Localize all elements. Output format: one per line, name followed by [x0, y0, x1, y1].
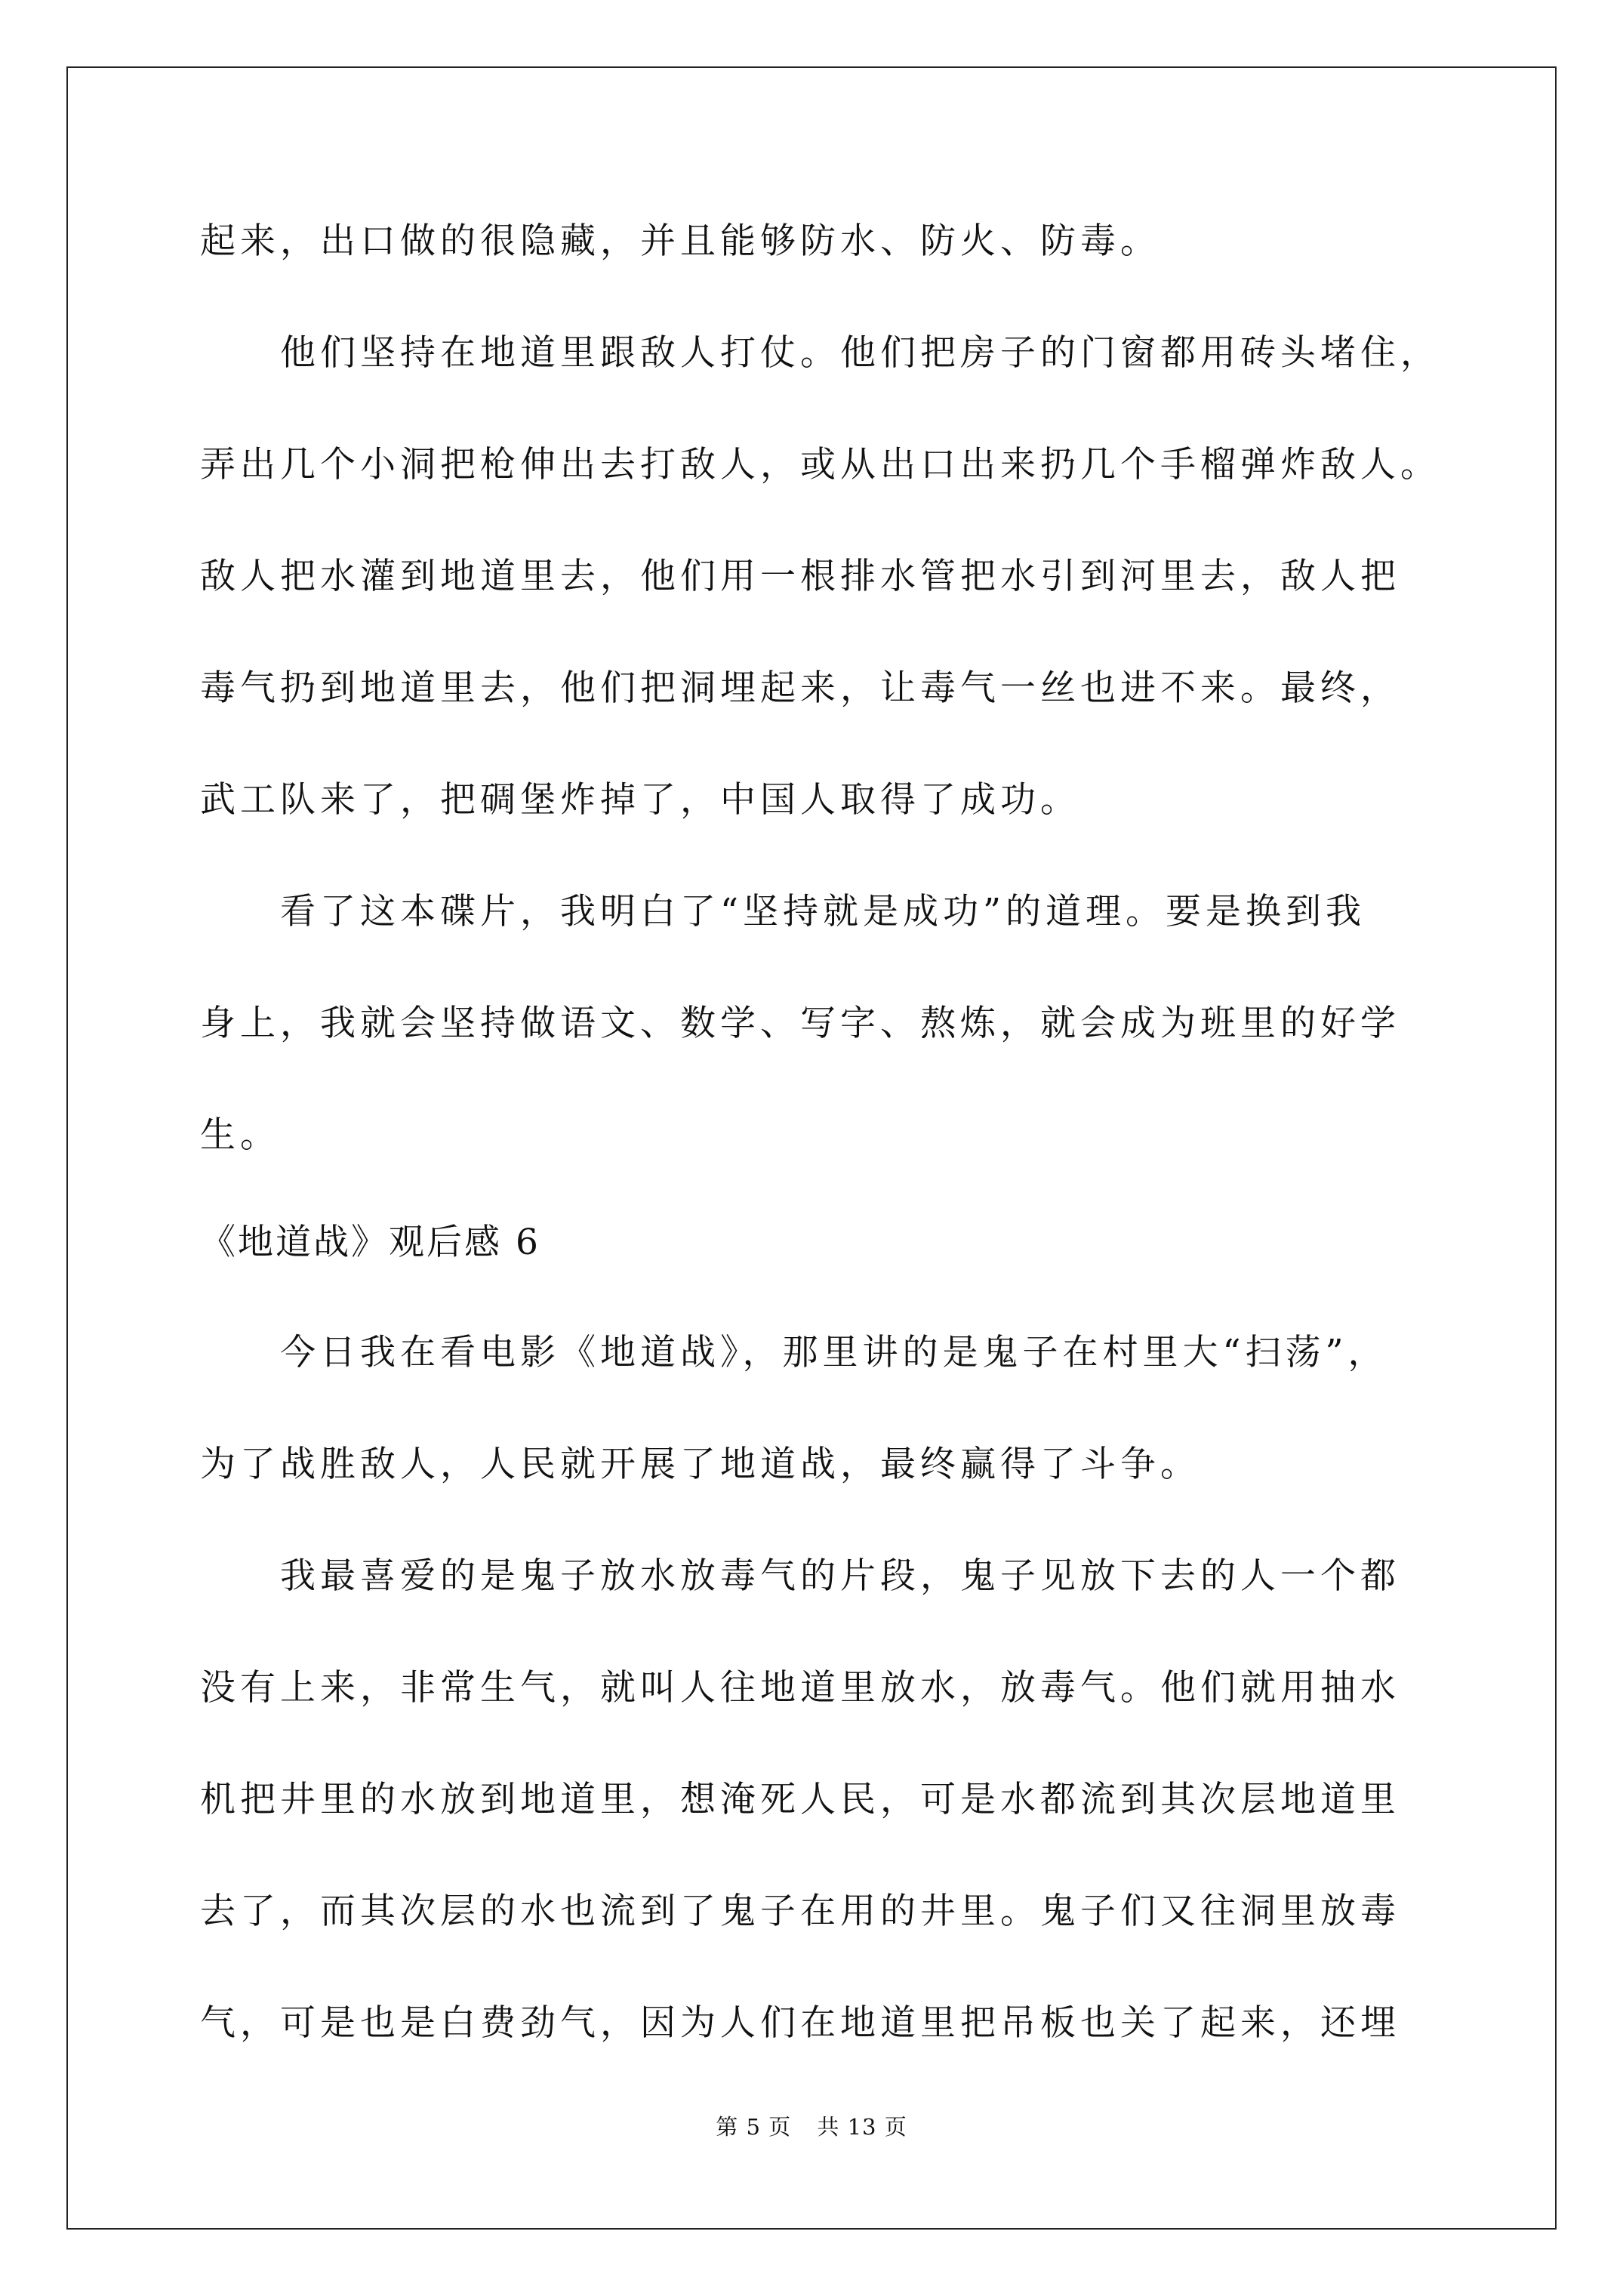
page-total: 共 13 页	[817, 2114, 907, 2140]
section-heading: 《地道战》观后感 6	[200, 1222, 540, 1263]
text-line: 看了这本碟片，我明白了“坚持就是成功”的道理。要是换到我	[200, 891, 1366, 932]
text-line: 为了战胜敌人，人民就开展了地道战，最终赢得了斗争。	[200, 1444, 1200, 1485]
page-number: 第 5 页	[716, 2114, 792, 2140]
text-line: 起来，出口做的很隐藏，并且能够防水、防火、防毒。	[200, 220, 1160, 262]
text-line: 我最喜爱的是鬼子放水放毒气的片段，鬼子见放下去的人一个都	[200, 1555, 1400, 1597]
text-line: 机把井里的水放到地道里，想淹死人民，可是水都流到其次层地道里	[200, 1779, 1400, 1820]
text-line: 生。	[200, 1114, 280, 1156]
text-line: 去了，而其次层的水也流到了鬼子在用的井里。鬼子们又往洞里放毒	[200, 1891, 1400, 1932]
page-footer	[0, 2110, 1623, 2141]
text-line: 他们坚持在地道里跟敌人打仗。他们把房子的门窗都用砖头堵住，	[200, 332, 1440, 374]
text-line: 武工队来了，把碉堡炸掉了，中国人取得了成功。	[200, 779, 1080, 821]
text-line: 没有上来，非常生气，就叫人往地道里放水，放毒气。他们就用抽水	[200, 1667, 1400, 1709]
text-line: 毒气扔到地道里去，他们把洞埋起来，让毒气一丝也进不来。最终，	[200, 667, 1400, 709]
text-line: 敌人把水灌到地道里去，他们用一根排水管把水引到河里去，敌人把	[200, 556, 1400, 597]
text-line: 气，可是也是白费劲气，因为人们在地道里把吊板也关了起来，还埋	[200, 2002, 1400, 2044]
text-line: 弄出几个小洞把枪伸出去打敌人，或从出口出来扔几个手榴弹炸敌人。	[200, 444, 1440, 485]
text-line: 身上，我就会坚持做语文、数学、写字、熬炼，就会成为班里的好学	[200, 1003, 1400, 1044]
text-line: 今日我在看电影《地道战》，那里讲的是鬼子在村里大“扫荡”，	[200, 1332, 1388, 1373]
